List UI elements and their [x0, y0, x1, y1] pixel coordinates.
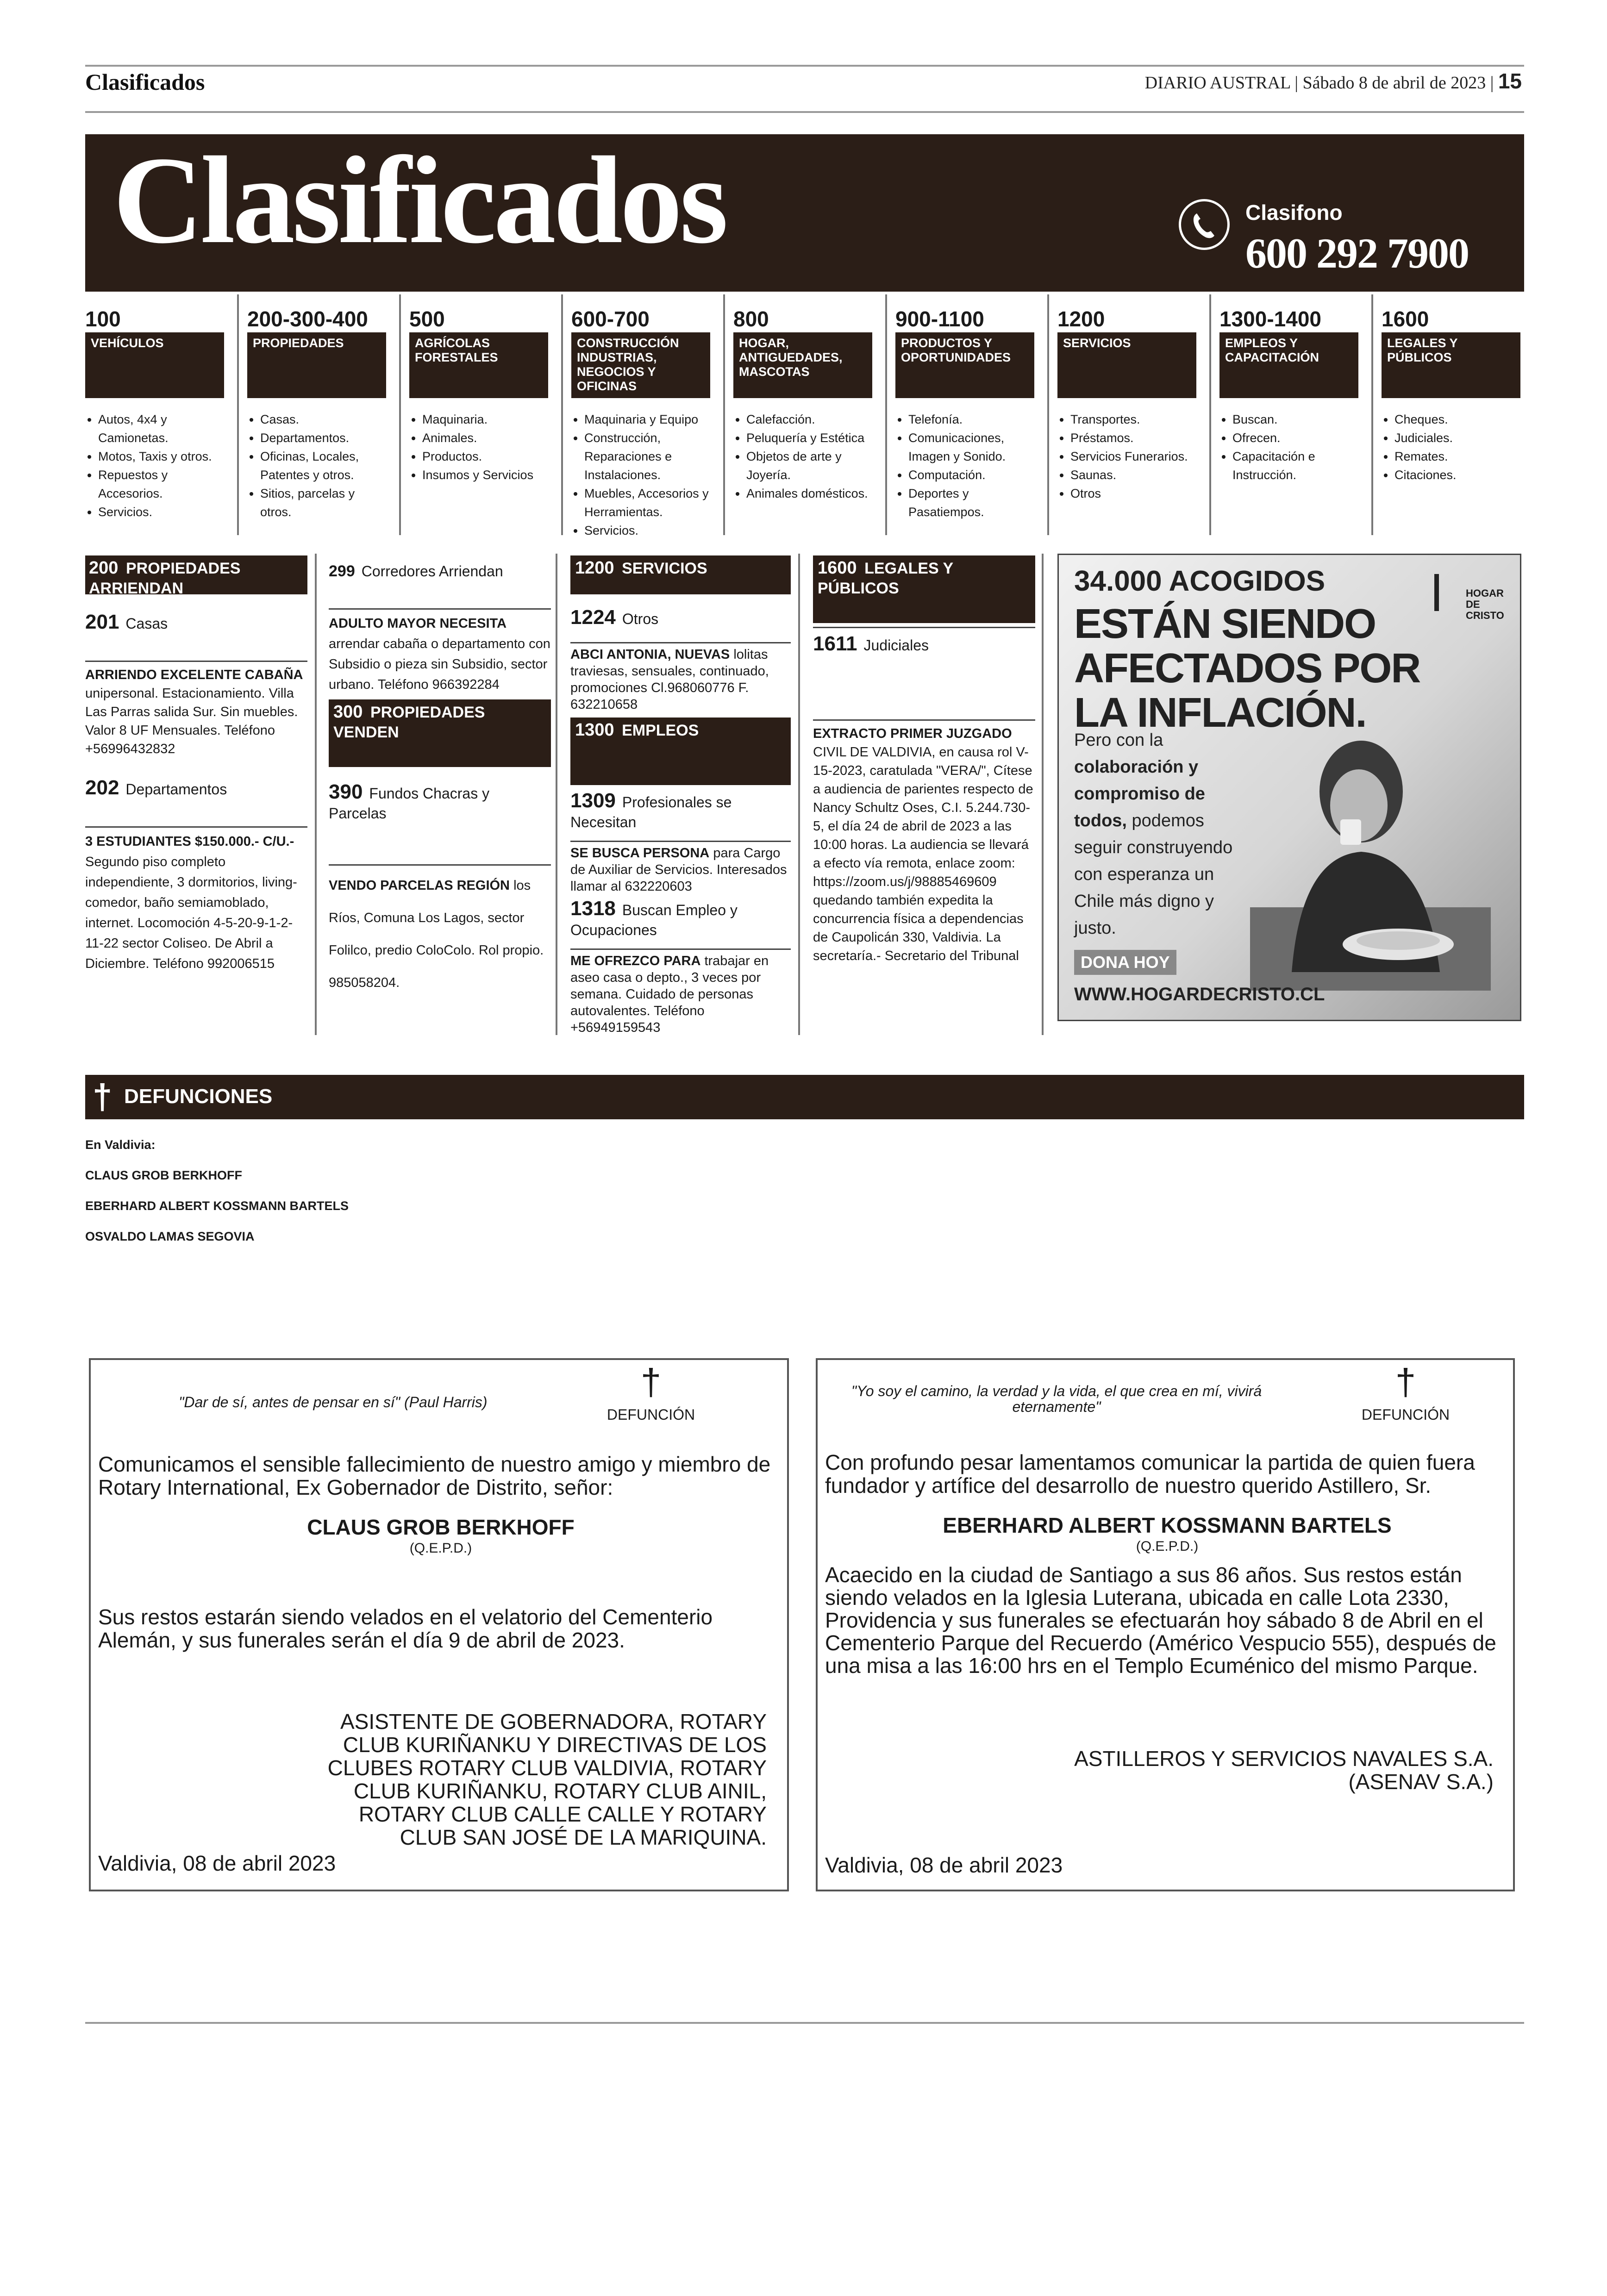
- category-number: 100: [85, 307, 121, 331]
- category-number: 800: [733, 307, 769, 331]
- list-item: • Buscan.: [1232, 410, 1358, 429]
- column-propiedades-venden: [329, 555, 551, 999]
- ad-logo-text: HOGAR DE CRISTO: [1466, 587, 1504, 621]
- section-title: LEGALES Y PÚBLICOS: [818, 560, 953, 597]
- subsection-header: 201 Casas: [85, 611, 168, 633]
- subsection-header: 390 Fundos Chacras y Parcelas: [329, 780, 490, 822]
- notice-date: Valdivia, 08 de abril 2023: [825, 1853, 1063, 1877]
- divider: [813, 627, 1035, 628]
- notice-name: CLAUS GROB BERKHOFF: [307, 1515, 575, 1539]
- category-number: 200-300-400: [247, 307, 368, 331]
- category-100: [85, 307, 224, 521]
- column-legales: [813, 555, 1035, 965]
- hogar-de-cristo-logo: [1434, 574, 1465, 611]
- category-number: 900-1100: [895, 307, 984, 331]
- page-number: 15: [1498, 69, 1522, 93]
- list-item: • Insumos y Servicios: [422, 466, 548, 484]
- category-200-300-400: [247, 307, 386, 521]
- ad-item: VENDO PARCELAS REGIÓN los Ríos, Comuna Los Lagos, sector Folilco, predio ColoColo. Rol propio. 985058204.: [329, 864, 551, 999]
- list-item: • Préstamos.: [1070, 429, 1196, 447]
- page-info: DIARIO AUSTRAL | Sábado 8 de abril de 2023 | 15: [1144, 69, 1522, 93]
- category-items: [571, 410, 710, 540]
- list-item: EBERHARD ALBERT KOSSMANN BARTELS: [85, 1199, 349, 1213]
- notice-quote: "Dar de sí, antes de pensar en sí" (Paul Harris): [179, 1394, 488, 1410]
- section-header: [570, 555, 791, 594]
- list-item: • Citaciones.: [1394, 466, 1520, 484]
- list-item: • Servicios.: [98, 503, 224, 521]
- category-items: [409, 410, 548, 484]
- category-items: [1057, 410, 1196, 503]
- section-title: PROPIEDADES VENDEN: [333, 704, 485, 741]
- defunciones-bar: [85, 1075, 1524, 1119]
- list-item: • Motos, Taxis y otros.: [98, 447, 224, 466]
- header-rule: [85, 111, 1524, 113]
- list-item: • Maquinaria.: [422, 410, 548, 429]
- category-items: [895, 410, 1034, 521]
- list-item: • Telefonía.: [908, 410, 1034, 429]
- list-item: • Deportes y Pasatiempos.: [908, 484, 1034, 521]
- column-divider: [315, 554, 317, 1035]
- defunciones-list: [85, 1129, 349, 1252]
- notice-qepd: (Q.E.P.D.): [409, 1541, 472, 1556]
- subsection-header: 1309 Profesionales se Necesitan: [570, 789, 732, 830]
- notice-name: EBERHARD ALBERT KOSSMANN BARTELS: [943, 1513, 1392, 1537]
- cross-icon: †: [1395, 1361, 1416, 1403]
- column-divider: [1042, 554, 1044, 1035]
- section-name: Clasificados: [85, 69, 205, 95]
- list-item: • Computación.: [908, 466, 1034, 484]
- phone-label: Clasifono: [1245, 200, 1343, 225]
- ad-item: EXTRACTO PRIMER JUZGADO CIVIL DE VALDIVIA, en causa rol V-15-2023, caratulada "VERA/", Cítese a audiencia de parientes respecto de Nancy Schultz Oses, C.I. 5.244.730-5, el día 24 de abril de 2023 a las 10:00 horas. La audiencia se llevará a efecto vía remota, enlace zoom: https://zoom.us/j/98885469609 quedando también expedita la concurrencia física a dependencias de Caupolicán 330, Valdivia. La secretaría.- Secretario del Tribunal: [813, 719, 1035, 965]
- list-item: • Judiciales.: [1394, 429, 1520, 447]
- column-divider: [798, 554, 800, 1035]
- phone-icon: [1179, 199, 1230, 250]
- list-item: • Otros: [1070, 484, 1196, 503]
- category-divider: [885, 294, 887, 535]
- issue-date: Sábado 8 de abril de 2023: [1302, 73, 1486, 93]
- category-label: SERVICIOS: [1057, 332, 1196, 398]
- category-items: [85, 410, 224, 521]
- cross-icon: †: [93, 1077, 113, 1117]
- list-item: • Construcción, Reparaciones e Instalaciones.: [584, 429, 710, 484]
- ad-photo: [1250, 731, 1491, 991]
- obituary-notice-2: [816, 1358, 1515, 1891]
- defunciones-title: DEFUNCIONES: [124, 1085, 273, 1108]
- list-item: • Capacitación e Instrucción.: [1232, 447, 1358, 484]
- category-items: [1219, 410, 1358, 484]
- list-item: • Animales domésticos.: [746, 484, 872, 503]
- subsection-header: 1318 Buscan Empleo y Ocupaciones: [570, 897, 738, 938]
- paper-name: DIARIO AUSTRAL: [1144, 73, 1290, 93]
- subsection-header: 1611 Judiciales: [813, 632, 929, 655]
- notice-quote: "Yo soy el camino, la verdad y la vida, el que crea en mí, vivirá eternamente": [851, 1383, 1262, 1415]
- obituary-notice-1: [89, 1358, 789, 1891]
- category-label: CONSTRUCCIÓN INDUSTRIAS, NEGOCIOS Y OFICINAS: [571, 332, 710, 398]
- category-label: VEHÍCULOS: [85, 332, 224, 398]
- notice-body: Sus restos estarán siendo velados en el velatorio del Cementerio Alemán, y sus funerales serán el día 9 de abril de 2023.: [98, 1605, 713, 1652]
- notice-body: Acaecido en la ciudad de Santiago a sus 86 años. Sus restos están siendo velados en la Iglesia Luterana, ubicada en calle Lota 2330, Providencia y sus funerales se efectuarán hoy sábado 8 de Abril en el Cementerio Parque del Recuerdo (Américo Vespucio 555), después de una misa a las 16:00 hrs en el Templo Ecuménico del mismo Parque.: [825, 1563, 1496, 1678]
- list-item: • Departamentos.: [260, 429, 386, 447]
- ad-item: ME OFREZCO PARA trabajar en aseo casa o depto., 3 veces por semana. Cuidado de personas autovalentes. Teléfono +56949159543: [570, 948, 791, 1036]
- category-label: HOGAR, ANTIGUEDADES, MASCOTAS: [733, 332, 872, 398]
- category-1300-1400: [1219, 307, 1358, 484]
- section-header: [813, 555, 1035, 623]
- notice-date: Valdivia, 08 de abril 2023: [98, 1851, 336, 1875]
- list-item: • Calefacción.: [746, 410, 872, 429]
- category-number: 1200: [1057, 307, 1105, 331]
- list-item: • Repuestos y Accesorios.: [98, 466, 224, 503]
- category-divider: [1047, 294, 1049, 535]
- column-servicios-empleos: [570, 555, 791, 1036]
- donate-button[interactable]: DONA HOY: [1074, 950, 1176, 975]
- ad-item: ADULTO MAYOR NECESITA arrendar cabaña o departamento con Subsidio o pieza sin Subsidio, sector urbano. Teléfono 966392284: [329, 608, 551, 695]
- subsection-header: 299 Corredores Arriendan: [329, 562, 503, 580]
- list-item: • Casas.: [260, 410, 386, 429]
- category-divider: [237, 294, 239, 535]
- category-1600: [1382, 307, 1520, 484]
- category-number: 1300-1400: [1219, 307, 1321, 331]
- list-item: • Servicios.: [584, 521, 710, 540]
- category-label: LEGALES Y PÚBLICOS: [1382, 332, 1520, 398]
- list-item: • Sitios, parcelas y otros.: [260, 484, 386, 521]
- section-title: EMPLEOS: [622, 722, 699, 739]
- section-title: SERVICIOS: [622, 560, 707, 577]
- list-item: • Servicios Funerarios.: [1070, 447, 1196, 466]
- list-item: • Remates.: [1394, 447, 1520, 466]
- ad-item: ABCI ANTONIA, NUEVAS lolitas traviesas, sensuales, continuado, promociones Cl.968060776 F. 632210658: [570, 642, 791, 713]
- list-item: OSVALDO LAMAS SEGOVIA: [85, 1229, 255, 1243]
- ad-url[interactable]: WWW.HOGARDECRISTO.CL: [1074, 984, 1325, 1004]
- list-item: • Maquinaria y Equipo: [584, 410, 710, 429]
- cross-icon: †: [640, 1361, 662, 1403]
- category-600-700: [571, 307, 710, 540]
- ad-body: Pero con la colaboración y compromiso de todos, podemos seguir construyendo con esperanza un Chile más digno y justo.: [1074, 730, 1233, 938]
- list-item: • Cheques.: [1394, 410, 1520, 429]
- section-header: [570, 718, 791, 785]
- list-item: • Peluquería y Estética: [746, 429, 872, 447]
- list-item: • Animales.: [422, 429, 548, 447]
- list-item: • Autos, 4x4 y Camionetas.: [98, 410, 224, 447]
- banner-title: Clasificados: [113, 131, 726, 269]
- category-number: 1600: [1382, 307, 1429, 331]
- category-items: [1382, 410, 1520, 484]
- subsection-header: 1224 Otros: [570, 606, 659, 629]
- ad-item: 3 ESTUDIANTES $150.000.- C/U.- Segundo piso completo independiente, 3 dormitorios, living-comedor, baño semiamoblado, internet. Locomoción 4-5-20-9-1-2-11-22 sector Coliseo. De Abril a Diciembre. Teléfono 992006515: [85, 826, 307, 974]
- notice-intro: Comunicamos el sensible fallecimiento de nuestro amigo y miembro de Rotary International, Ex Gobernador de Distrito, señor:: [98, 1452, 771, 1499]
- list-item: CLAUS GROB BERKHOFF: [85, 1168, 242, 1182]
- phone-number: 600 292 7900: [1245, 230, 1469, 277]
- section-number: 1300: [575, 720, 614, 740]
- list-item: • Oficinas, Locales, Patentes y otros.: [260, 447, 386, 484]
- notice-signature: ASISTENTE DE GOBERNADORA, ROTARY CLUB KURIÑANKU Y DIRECTIVAS DE LOS CLUBES ROTARY CLUB VALDIVIA, ROTARY CLUB KURIÑANKU, ROTARY CLUB AINIL, ROTARY CLUB CALLE CALLE Y ROTARY CLUB SAN JOSÉ DE LA MARIQUINA.: [327, 1710, 767, 1849]
- category-divider: [1371, 294, 1373, 535]
- category-divider: [561, 294, 563, 535]
- notice-label: DEFUNCIÓN: [1361, 1406, 1450, 1423]
- list-item: • Transportes.: [1070, 410, 1196, 429]
- section-title: PROPIEDADES ARRIENDAN: [89, 560, 241, 597]
- ad-item: ARRIENDO EXCELENTE CABAÑA unipersonal. Estacionamiento. Villa Las Parras salida Sur. Sin muebles. Valor 8 UF Mensuales. Teléfono +56996432832: [85, 661, 307, 758]
- column-divider: [556, 554, 557, 1035]
- category-800: [733, 307, 872, 503]
- category-divider: [1209, 294, 1211, 535]
- category-number: 600-700: [571, 307, 650, 331]
- list-item: • Ofrecen.: [1232, 429, 1358, 447]
- subsection-header: 202 Departamentos: [85, 776, 227, 799]
- top-rule: [85, 65, 1524, 67]
- category-1200: [1057, 307, 1196, 503]
- section-header: [85, 555, 307, 597]
- bottom-rule: [85, 2022, 1524, 2024]
- list-item: • Objetos de arte y Joyería.: [746, 447, 872, 484]
- category-label: PRODUCTOS Y OPORTUNIDADES: [895, 332, 1034, 398]
- notice-signature: ASTILLEROS Y SERVICIOS NAVALES S.A. (ASENAV S.A.): [1074, 1747, 1494, 1794]
- category-divider: [399, 294, 401, 535]
- category-label: EMPLEOS Y CAPACITACIÓN: [1219, 332, 1358, 398]
- category-label: PROPIEDADES: [247, 332, 386, 398]
- ad-subheadline: ESTÁN SIENDO AFECTADOS POR LA INFLACIÓN.: [1074, 601, 1420, 736]
- section-number: 1600: [818, 558, 857, 578]
- section-number: 1200: [575, 558, 614, 578]
- notice-qepd: (Q.E.P.D.): [1136, 1539, 1199, 1554]
- column-propiedades-arriendan: [85, 555, 307, 974]
- category-900-1100: [895, 307, 1034, 521]
- defunciones-city: En Valdivia:: [85, 1138, 156, 1152]
- category-items: [247, 410, 386, 521]
- category-divider: [723, 294, 725, 535]
- list-item: • Muebles, Accesorios y Herramientas.: [584, 484, 710, 521]
- category-number: 500: [409, 307, 445, 331]
- category-label: AGRÍCOLAS FORESTALES: [409, 332, 548, 398]
- list-item: • Comunicaciones, Imagen y Sonido.: [908, 429, 1034, 466]
- section-header: [329, 699, 551, 767]
- category-items: [733, 410, 872, 503]
- ad-item: SE BUSCA PERSONA para Cargo de Auxiliar de Servicios. Interesados llamar al 632220603: [570, 841, 791, 895]
- section-number: 300: [333, 702, 363, 722]
- ad-headline: 34.000 ACOGIDOS: [1074, 565, 1326, 597]
- category-500: [409, 307, 548, 484]
- list-item: • Saunas.: [1070, 466, 1196, 484]
- section-number: 200: [89, 558, 119, 578]
- notice-label: DEFUNCIÓN: [607, 1406, 695, 1423]
- notice-intro: Con profundo pesar lamentamos comunicar la partida de quien fuera fundador y artífice del desarrollo de nuestro querido Astillero, Sr.: [825, 1450, 1475, 1497]
- list-item: • Productos.: [422, 447, 548, 466]
